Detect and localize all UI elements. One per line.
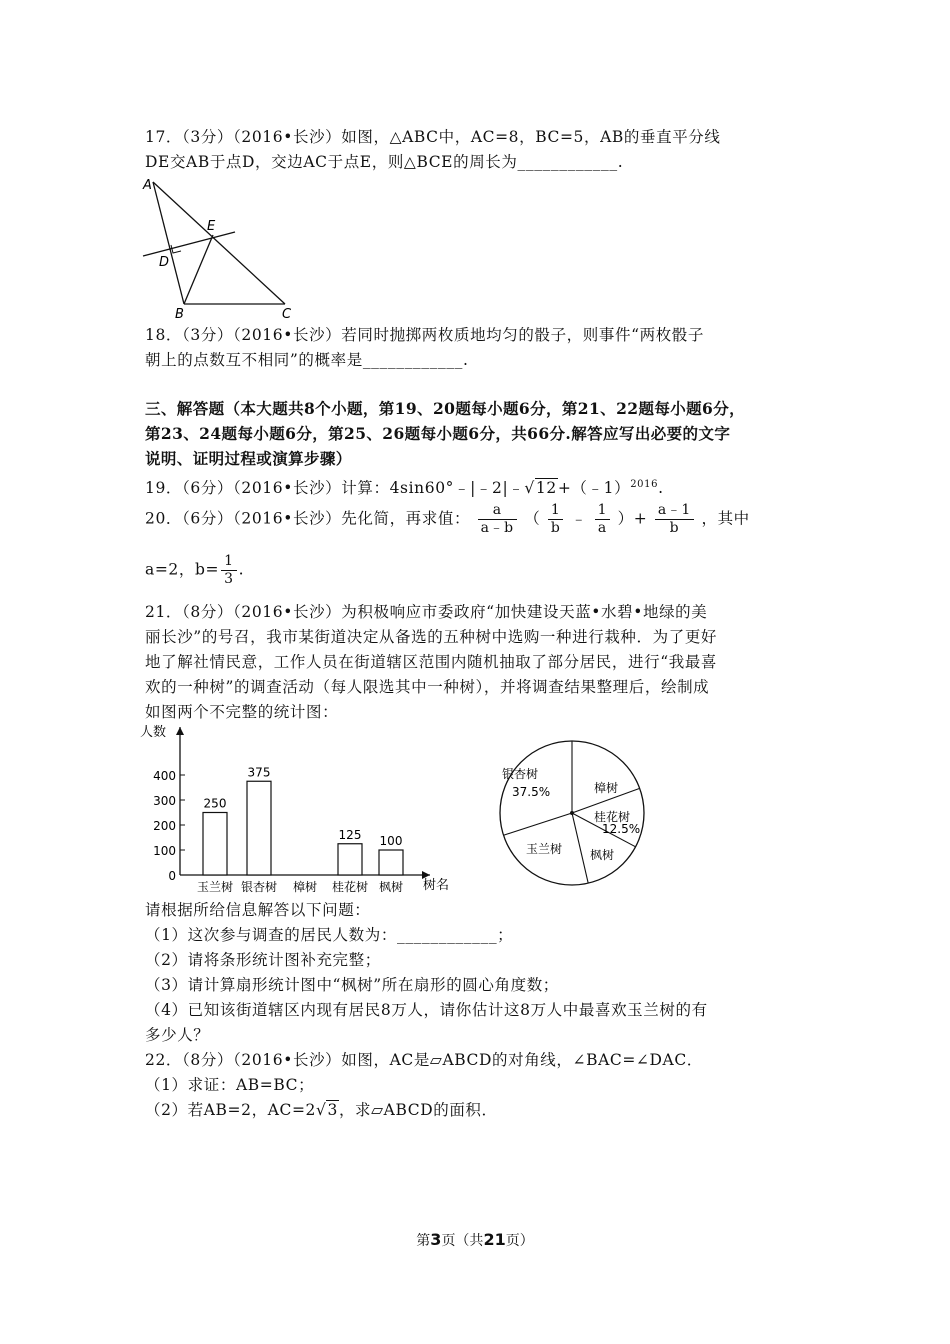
q18-answer-blank[interactable]: ____________ — [362, 351, 464, 369]
pie-label: 枫树 — [590, 848, 615, 862]
page-footer: 第3页（共21页） — [416, 1230, 534, 1249]
fraction-2: $\frac{1}{b}$ — [548, 502, 564, 537]
pie-center — [570, 811, 574, 815]
bar-value-label: 250 — [203, 796, 227, 811]
sqrt-sign: √ — [524, 479, 535, 498]
q22-line1: 22．（8分）（2016•长沙）如图，AC是▱ABCD的对角线，∠BAC=∠DAC． — [145, 1051, 703, 1069]
y-tick-label: 0 — [168, 869, 176, 883]
x-category-label: 枫树 — [378, 880, 404, 894]
y-axis-arrow — [176, 727, 184, 735]
q21-part2: （2）请将条形统计图补充完整； — [145, 951, 381, 969]
sqrt-sign: √ — [316, 1101, 327, 1119]
page-number: 3 — [430, 1230, 442, 1249]
pie-label: 银杏树 — [502, 767, 539, 781]
q22-line3: （2）若AB=2，AC=2√3，求▱ABCD的面积． — [145, 1101, 498, 1119]
x-category-label: 银杏树 — [240, 880, 278, 894]
perpendicular-bisector-line — [143, 232, 235, 256]
q18-line1: 18．（3分）（2016•长沙）若同时抛掷两枚质地均匀的骰子，则事件“两枚骰子 — [145, 326, 704, 344]
pie-chart — [490, 735, 660, 895]
q18-line2: 朝上的点数互不相同”的概率是____________. — [145, 351, 469, 369]
x-category-label: 玉兰树 — [196, 880, 234, 894]
bar-value-label: 375 — [247, 765, 271, 780]
triangle-figure — [135, 172, 305, 320]
pie-label: 桂花树 — [594, 810, 631, 824]
pie-label: 樟树 — [594, 781, 619, 795]
q21-line2: 丽长沙”的号召，我市某街道决定从备选的五种树中选购一种进行栽种．为了更好 — [145, 628, 718, 646]
q21-part1: （1）这次参与调查的居民人数为：____________； — [145, 926, 514, 944]
fraction-4: $\frac{a﹣1}{b}$ — [655, 502, 694, 537]
q21-answer-blank[interactable]: ____________ — [396, 926, 498, 944]
y-tick-label: 200 — [153, 819, 176, 833]
y-tick-label: 300 — [153, 794, 176, 808]
q21-after: 请根据所给信息解答以下问题： — [145, 901, 371, 919]
q17-answer-blank[interactable]: ____________ — [517, 153, 618, 171]
q21-part4a: （4）已知该街道辖区内现有居民8万人，请你估计这8万人中最喜欢玉兰树的有 — [145, 1001, 708, 1019]
q21-part3: （3）请计算扇形统计图中“枫树”所在扇形的圆心角度数； — [145, 976, 559, 994]
q22-line2: （1）求证：AB=BC； — [145, 1076, 315, 1094]
q17-line2: DE交AB于点D，交边AC于点E，则△BCE的周长为____________. — [145, 153, 624, 171]
section3-line1: 三、解答题（本大题共8个小题，第19、20题每小题6分，第21、22题每小题6分， — [145, 399, 746, 418]
label-d: D — [159, 255, 170, 270]
bar-value-label: 100 — [379, 834, 403, 848]
pie-percent-label: 12.5% — [602, 822, 641, 836]
y-tick-label: 100 — [153, 844, 176, 858]
q19: 19．（6分）（2016•长沙）计算：4sin60°﹣|﹣2|﹣√12+（﹣1）$^{2016}$. — [145, 479, 664, 498]
q21-line3: 地了解社情民意，工作人员在街道辖区范围内随机抽取了部分居民，进行“我最喜 — [145, 653, 718, 671]
pie-percent-label: 37.5% — [512, 785, 551, 799]
page-total: 21 — [483, 1230, 506, 1249]
q19-exponent: 2016 — [630, 479, 659, 490]
label-b: B — [175, 307, 184, 320]
x-category-label: 樟树 — [292, 880, 318, 894]
q21-part4b: 多少人？ — [145, 1026, 210, 1044]
q21-line1: 21．（8分）（2016•长沙）为积极响应市委政府“加快建设天蓝•水碧•地绿的美 — [145, 603, 708, 621]
q20-line2: a=2，b= $\frac{1}{3}$ . — [145, 553, 245, 587]
bar-枫树 — [379, 850, 403, 875]
q19-radicand: 12 — [535, 479, 557, 498]
y-tick-label: 400 — [153, 769, 176, 783]
bar-银杏树 — [247, 781, 271, 875]
q21-line4: 欢的一种树”的调查活动（每人限选其中一种树），并将调查结果整理后，绘制成 — [145, 678, 710, 696]
bar-玉兰树 — [203, 813, 227, 876]
section3-line3: 说明、证明过程或演算步骤） — [145, 449, 352, 468]
section3-line2: 第23、24题每小题6分，第25、26题每小题6分，共66分.解答应写出必要的文字 — [145, 424, 731, 443]
q22-radicand: 3 — [327, 1101, 338, 1119]
label-e: E — [207, 219, 216, 234]
bar-chart — [140, 722, 470, 897]
fraction-1: $\frac{a}{a﹣b}$ — [478, 502, 517, 537]
bar-桂花树 — [338, 844, 362, 875]
segment-ac — [153, 182, 285, 304]
x-axis-label: 树名 — [423, 878, 450, 893]
fraction-5: $\frac{1}{3}$ — [221, 553, 237, 588]
label-a: A — [143, 178, 152, 193]
x-category-label: 桂花树 — [331, 880, 369, 894]
label-c: C — [282, 307, 292, 320]
fraction-3: $\frac{1}{a}$ — [595, 502, 611, 537]
q21-line5: 如图两个不完整的统计图： — [145, 703, 339, 721]
bar-value-label: 125 — [338, 827, 362, 842]
y-axis-label: 人数 — [140, 725, 167, 740]
segment-ab — [153, 182, 184, 304]
pie-label: 玉兰树 — [526, 842, 563, 856]
q17-line1: 17．（3分）（2016•长沙）如图，△ABC中，AC=8，BC=5，AB的垂直平分线 — [145, 128, 721, 146]
q20-line1: 20．（6分）（2016•长沙）先化简，再求值： $\frac{a}{a﹣b}$ （ $\frac{1}{b}$ ﹣ $\frac{1}{a}$ ）+ $\frac{a﹣1}{b}$ ，其中 — [145, 502, 750, 536]
segment-be — [184, 235, 213, 304]
